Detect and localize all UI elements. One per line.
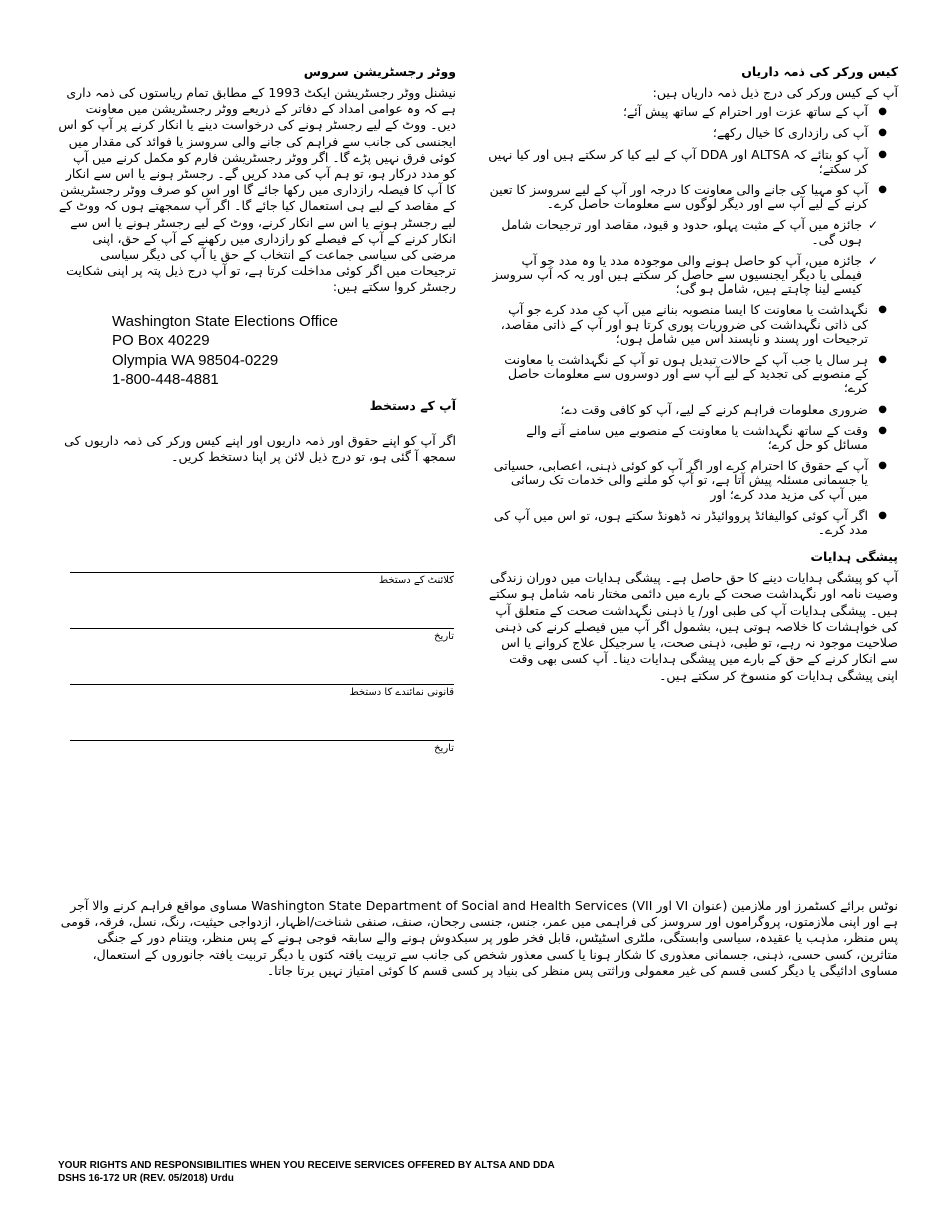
date-line[interactable] [70, 628, 454, 629]
bullet-icon: ● [878, 460, 887, 472]
voter-registration-heading: ووٹر رجسٹریشن سروس [303, 64, 456, 79]
bullet-icon: ● [878, 184, 887, 196]
bullet-icon: ● [878, 509, 887, 521]
address-line: Washington State Elections Office [112, 312, 338, 330]
form-number: DSHS 16-172 UR (REV. 05/2018) Urdu [58, 1172, 234, 1184]
elections-office-address [112, 312, 456, 390]
duties-list [488, 105, 898, 537]
address-line: PO Box 40229 [112, 332, 210, 350]
representative-date-line[interactable] [70, 740, 454, 741]
list-item: ✓ جائزہ میں، آپ کو حاصل ہونے والی موجودہ مدد یا وہ مدد جو آپ فیملی یا دیگر ایجنسیوں سے حاصل کر سکتے ہیں اور یہ کہ آپ سروسز کیسے لینا چاہتے ہیں، شامل ہو گی؛ [492, 252, 878, 297]
list-item: ✓ جائزہ میں آپ کے مثبت پہلو، حدود و قیود، مقاصد اور ترجیحات شامل ہوں گی۔ [501, 217, 878, 247]
footer-title: YOUR RIGHTS AND RESPONSIBILITIES WHEN YOU RECEIVE SERVICES OFFERED BY ALTSA AND DDA [58, 1160, 555, 1171]
checkmark-icon: ✓ [867, 253, 878, 268]
list-item: ● وقت کے ساتھ نگہداشت یا معاونت کے منصوبے میں سامنے آنے والے مسائل کو حل کرے؛ [526, 422, 887, 453]
list-item: ● آپ کے حقوق کا احترام کرے اور اگر آپ کو کوئی ذہنی، اعصابی، حسیاتی یا جسمانی مسئلہ پیش آتا ہے، تو آپ کو ملنے والی خدمات تک رسائی میں آپ کی مزید مدد کرے؛ اور [493, 458, 887, 502]
bullet-icon: ● [878, 127, 887, 139]
list-item: ● ہر سال یا جب آپ کے حالات تبدیل ہوں تو آپ کے نگہداشت یا معاونت کے منصوبے کی تجدید کے لیے آپ سے اور دوسروں سے معلومات حاصل کرے؛ [504, 352, 887, 396]
bullet-icon: ● [878, 354, 887, 366]
date-label: تاریخ [434, 631, 454, 642]
right-column [488, 64, 898, 684]
bullet-icon: ● [878, 403, 887, 415]
representative-signature-label: قانونی نمائندے کا دستخط [349, 687, 454, 698]
duties-intro: آپ کے کیس ورکر کی درج ذیل ذمہ داریاں ہیں: [652, 85, 898, 100]
checkmark-icon: ✓ [867, 218, 878, 233]
client-signature-label: کلائنٹ کے دستخط [378, 575, 454, 586]
form-footer [58, 1160, 555, 1185]
list-item: ● آپ کو مہیا کی جانے والی معاونت کا درجہ اور آپ کے لیے سروسز کا تعین کرنے کے لیے آپ سے اور دیگر لوگوں سے معلومات حاصل کرے۔ [489, 182, 887, 212]
advance-directives-heading: پیشگی ہدایات [810, 549, 898, 565]
nondiscrimination-notice: نوٹس برائے کسٹمرز اور ملازمین (عنوان VI اور VII) Washington State Department of Social and Health Services مساوی مواقع فراہم کرنے والا آجر ہے اور اپنی ملازمتوں، پروگراموں اور سروسز کی فراہمی میں عمر، جنس، جنسی رجحان، صنف، صنفی شناخت/اظہار، ازدواجی حیثیت، رنگ، نسل، فرقہ، قومی پس منظر، مذہب یا عقیدہ، سیاسی وابستگی، ملٹری اسٹیٹس، قابل فخر طور پر سبکدوش ہونے والے سابقہ فوجی ہونے کے پس منظر، ویتنام دور کے جنگی متاثرین، کسی حسی، ذہنی، جسمانی معذوری کا شکار ہونا یا کسی معذور شخص کی جانب سے تربیت یافتہ کتوں یا دیگر تربیت یافتہ جانوروں کے استعمال، مساوی ادائیگی یا دیگر کسی قسم کی غیر معمولی وراثتی پس منظر کی بنیاد پر کسی قسم کا کوئی امتیاز نہیں برتا جاتا۔ [60, 898, 898, 978]
list-item: ● آپ کے ساتھ عزت اور احترام کے ساتھ پیش آئے؛ [622, 104, 887, 120]
representative-signature-line[interactable] [70, 684, 454, 685]
left-column [58, 64, 456, 465]
client-signature-line[interactable] [70, 572, 454, 573]
duties-heading: کیس ورکر کی ذمہ داریاں [741, 64, 898, 79]
advance-directives-text: آپ کو پیشگی ہدایات دینے کا حق حاصل ہے۔ پیشگی ہدایات میں دوران زندگی وصیت نامہ اور نگہداشت صحت کے بارے میں دائمی مختار نامہ شامل ہو سکتے ہیں۔ پیشگی ہدایات آپ کی طبی اور/ یا ذہنی نگہداشت صحت کے متعلق آپ کی خواہشات کا خلاصہ ہوتی ہیں، بشمول اگر آپ میں فیصلے کرنے کی ذہنی صلاحیت موجود نہ رہے، تو طبی، ذہنی صحت، یا سرجیکل علاج کروانے یا اس سے انکار کرنے کے حق کے بارے میں پیشگی ہدایات دینا۔ آپ کسی بھی وقت اپنی پیشگی ہدایات کو منسوخ کر سکتے ہیں۔ [488, 570, 898, 683]
bullet-icon: ● [878, 424, 887, 436]
bullet-icon: ● [878, 304, 887, 316]
list-item: ● اگر آپ کوئی کوالیفائڈ پرووائیڈر نہ ڈھونڈ سکتے ہوں، تو اس میں آپ کی مدد کرے۔ [493, 507, 887, 538]
list-item: ● آپ کو بتائے کہ ALTSA اور DDA آپ کے لیے کیا کر سکتے ہیں اور کیا نہیں کر سکتے؛ [488, 146, 887, 176]
list-item: ● آپ کی رازداری کا خیال رکھے؛ [712, 125, 887, 141]
signature-heading: آپ کے دستخط [369, 397, 456, 413]
list-item: ● نگہداشت یا معاونت کا ایسا منصوبہ بنانے میں آپ کی مدد کرے جو آپ کی ذاتی نگہداشت کی ضروریات پوری کرتا ہو اور آپ کے ذاتی مقاصد، ترجیحات اور پسند و ناپسند اس میں شامل ہوں؛ [500, 302, 887, 346]
representative-date-label: تاریخ [434, 743, 454, 754]
phone-number: 1-800-448-4881 [112, 371, 219, 389]
voter-registration-text: نیشنل ووٹر رجسٹریشن ایکٹ 1993 کے مطابق تمام ریاستوں کی ذمہ داری ہے کہ وہ عوامی امداد کے دفاتر کے ذریعے ووٹر رجسٹریشن میں معاونت دیں۔ ووٹ کے لیے رجسٹر ہونے کی درخواست دینے یا انکار کرنے پر آپ کو اس ایجنسی کی جانب سے فراہم کی جانے والی سروسز یا فوائد کی مقدار میں کوئی فرق نہیں پڑے گا۔ اگر ووٹر رجسٹریشن فارم کو مکمل کرنے میں آپ کو مدد درکار ہو، تو ہم آپ کی مدد کریں گے۔ رجسٹر ہونے یا اس سے انکار کا آپ کا فیصلہ رازداری میں رکھا جائے گا اور اس کو صرف ووٹر رجسٹریشن کے مقاصد کے لیے ہی استعمال کیا جائے گا۔ اگر آپ سمجھتے ہوں کہ ووٹ کے لیے رجسٹر ہونے یا اس سے انکار کرنے، ووٹ کے لیے رجسٹر ہونے یا اس سے انکار کرنے کے آپ کے فیصلے کو رازداری میں رکھنے کے آپ کے حق، اپنی مرضی کی سیاسی جماعت کے انتخاب کے حق یا آپ کی دیگر سیاسی ترجیحات میں اگر کوئی مداخلت کرتا ہے، تو آپ درج ذیل پتہ پر اپنی شکایت رجسٹر کروا سکتے ہیں: [58, 85, 456, 295]
address-line: Olympia WA 98504-0229 [112, 351, 279, 369]
bullet-icon: ● [878, 148, 887, 160]
bullet-icon: ● [878, 106, 887, 118]
list-item: ● ضروری معلومات فراہم کرنے کے لیے، آپ کو کافی وقت دے؛ [560, 401, 887, 417]
signature-instructions: اگر آپ کو اپنے حقوق اور ذمہ داریوں اور اپنے کیس ورکر کی ذمہ داریوں کی سمجھ آ گئی ہو، تو درج ذیل لائن پر اپنا دستخط کریں۔ [64, 432, 456, 464]
